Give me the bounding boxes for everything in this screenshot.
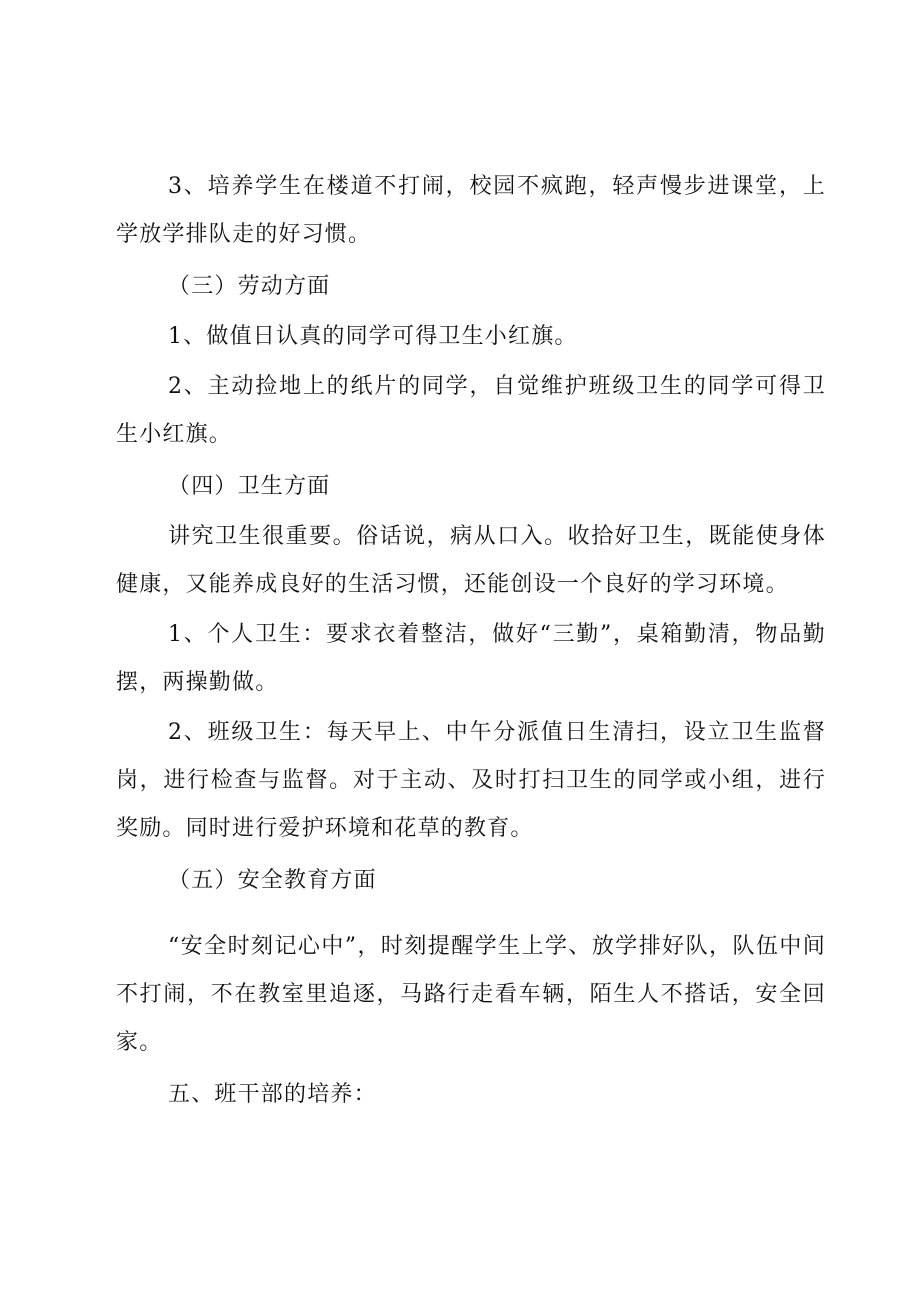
- section-heading-hygiene: （四）卫生方面: [168, 474, 331, 499]
- paragraph-hygiene-intro: 讲究卫生很重要。俗话说，病从口入。收拾好卫生，既能使身体健康，又能养成良好的生活习惯，还能创设一个良好的学习环境。: [116, 524, 826, 597]
- paragraph-labor-2: 2、主动捡地上的纸片的同学，自觉维护班级卫生的同学可得卫生小红旗。: [116, 374, 826, 447]
- section-heading-class-leaders: 五、班干部的培养：: [168, 1082, 377, 1107]
- section-heading-labor: （三）劳动方面: [168, 274, 331, 299]
- paragraph-safety: “安全时刻记心中”，时刻提醒学生上学、放学排好队，队伍中间不打闹，不在教室里追逐，马路行走看车辆，陌生人不搭话，安全回家。: [116, 934, 826, 1055]
- paragraph-hygiene-personal: 1、个人卫生：要求衣着整洁，做好“三勤”，桌箱勤清，物品勤摆，两操勤做。: [116, 622, 826, 695]
- paragraph-labor-1: 1、做值日认真的同学可得卫生小红旗。: [168, 324, 578, 349]
- paragraph-hygiene-class: 2、班级卫生：每天早上、中午分派值日生清扫，设立卫生监督岗，进行检查与监督。对于主动、及时打扫卫生的同学或小组，进行奖励。同时进行爱护环境和花草的教育。: [116, 720, 826, 841]
- paragraph-habit-3: 3、培养学生在楼道不打闹，校园不疯跑，轻声慢步进课堂，上学放学排队走的好习惯。: [116, 174, 826, 247]
- document-body: [116, 163, 826, 1119]
- section-heading-safety: （五）安全教育方面: [168, 868, 377, 893]
